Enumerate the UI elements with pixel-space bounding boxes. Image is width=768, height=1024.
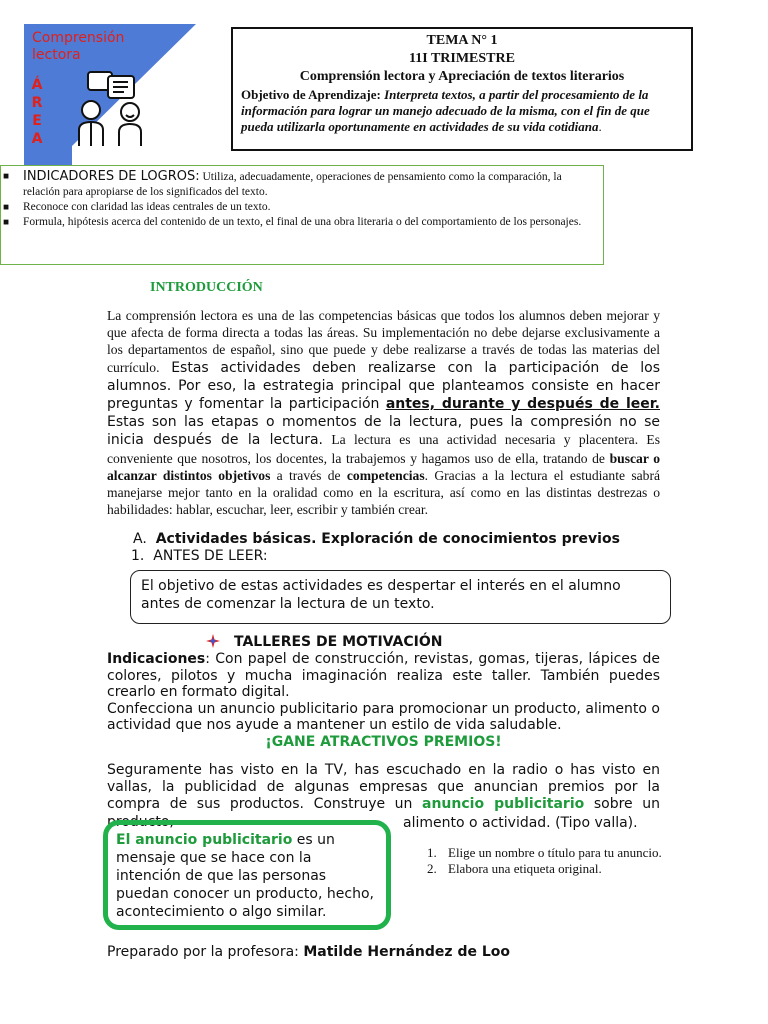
definition-term: El anuncio publicitario [116, 832, 293, 848]
advertising-text-2: sobre un producto, [107, 796, 660, 830]
badge-letters [30, 76, 44, 148]
objective-box: El objetivo de estas actividades es despertar el interés en el alumno antes de comenzar la lectura de un texto. [130, 570, 671, 624]
advertising-highlight: anuncio publicitario [422, 796, 585, 813]
badge-letter: R [31, 95, 43, 111]
intro-underline: antes, durante y después de leer. [385, 396, 660, 413]
learning-objective [241, 87, 683, 135]
area-badge [24, 24, 196, 166]
indicator-text: Utiliza, adecuadamente, operaciones de pensamiento como la comparación, la relación para apropiarse de los significados del texto. [23, 171, 562, 198]
intro-p3: Estas son las etapas o momentos de la lectura, pues la compresión no se inicia después de la lectura. [107, 414, 660, 449]
advertising-text-1: Seguramente has visto en la TV, has escuchado en la radio o has visto en vallas, la publicidad de algunas empresas que anuncian premios por la compra de sus productos. Construye un [107, 762, 660, 813]
confecciona-text: Confecciona un anuncio publicitario para promocionar un producto, alimento o actividad que nos ayude a mantener un estilo de vida saludable. [107, 700, 660, 734]
objective-end: . [598, 119, 602, 134]
indicator-text: Formula, hipótesis acerca del contenido de un texto, el final de una obra literaria o del comportamiento de los personajes. [23, 216, 582, 228]
badge-letter: Á [31, 77, 43, 93]
intro-p4: La lectura es una actividad necesaria y placentera. Es conveniente que nosotros, los docentes, la trabajemos y hagamos uso de ella, tratando de [107, 432, 660, 466]
step-item [427, 861, 662, 877]
topic-header [231, 27, 693, 151]
prizes-heading: ¡GANE ATRACTIVOS PREMIOS! [265, 734, 502, 750]
step-text: Elabora una etiqueta original. [448, 861, 602, 876]
intro-p2: Estas actividades deben realizarse con la participación de los alumnos. Por eso, la estrategia principal que planteamos consiste en hacer preguntas y fomentar la participación [107, 359, 660, 413]
indicator-item [5, 169, 597, 200]
step-number: 2. [427, 861, 437, 876]
section-1-number: 1. [131, 548, 145, 564]
section-a-heading [133, 531, 620, 547]
indicator-item [5, 215, 597, 230]
indicators-box [0, 165, 604, 265]
section-a-letter: A. [133, 531, 147, 547]
step-text: Elige un nombre o título para tu anuncio. [448, 845, 662, 860]
indicator-text: Reconoce con claridad las ideas centrales de un texto. [23, 201, 271, 213]
badge-title: Comprensión lectora [32, 30, 125, 63]
intro-p5-bold: competencias [346, 467, 425, 483]
definition-text: es un mensaje que se hace con la intención de que las personas puedan conocer un producto, hecho, acontecimiento o algo similar. [116, 832, 374, 920]
teacher-name: Matilde Hernández de Loo [303, 944, 510, 960]
intro-p5: a través de [270, 467, 347, 483]
badge-letter: A [31, 131, 43, 147]
instructions-label: Indicaciones [107, 651, 206, 667]
topic-number: TEMA N° 1 [426, 33, 498, 48]
definition-box [103, 820, 391, 930]
prepared-by [107, 944, 510, 960]
intro-p6: . Gracias a la lectura el estudiante sabrá manejarse mejor tanto en la oralidad como en la escritura, así como en las distintas destrezas o habilidades: hablar, escuchar, leer, escribir y también crear. [107, 467, 660, 518]
steps-list [427, 845, 662, 877]
section-1-title: ANTES DE LEER: [153, 548, 268, 564]
intro-p4-bold: buscar o alcanzar distintos objetivos [107, 450, 660, 483]
section-1-heading [131, 548, 268, 564]
people-talking-icon [79, 72, 141, 146]
objective-label: Objetivo de Aprendizaje: [241, 87, 381, 102]
step-item [427, 845, 662, 861]
objective-text: Interpreta textos, a partir del procesamiento de la información para lograr un manejo adecuado de la misma, con el fin de que pueda utilizarla oportunamente en actividades de su vida cotidiana [241, 87, 650, 134]
topic-title: Comprensión lectora y Apreciación de textos literarios [299, 69, 625, 84]
intro-paragraph [107, 307, 660, 518]
intro-p1: La comprensión lectora es una de las competencias básicas que todos los alumnos deben mejorar y que afecta de forma directa a todas las áreas. Su implementación no debe dejarse exclusivamente a los departamentos de español, sino que puede y debe realizarse a través de todas las materias del currículo. [107, 308, 660, 375]
talleres-heading [206, 634, 442, 650]
indicators-lead: INDICADORES DE LOGROS: [23, 169, 200, 184]
instructions-paragraph [107, 651, 660, 734]
intro-title: INTRODUCCIÓN [150, 280, 263, 295]
indicator-item [5, 200, 597, 215]
trimester: 11I TRIMESTRE [409, 51, 515, 66]
instructions-text: : Con papel de construcción, revistas, gomas, tijeras, lápices de colores, pilotos y mucha imaginación realiza este taller. También puedes crearlo en formato digital. [107, 651, 660, 701]
bullet-icon: ■ [3, 217, 10, 228]
sparkle-icon [206, 634, 220, 648]
bullet-icon: ■ [3, 202, 10, 213]
step-number: 1. [427, 845, 437, 860]
badge-letter: E [32, 113, 42, 129]
prepared-by-label: Preparado por la profesora: [107, 944, 304, 960]
advertising-text-last: alimento o actividad. (Tipo valla). [403, 815, 638, 831]
section-a-title: Actividades básicas. Exploración de conocimientos previos [155, 531, 620, 547]
bullet-icon: ■ [3, 171, 10, 182]
talleres-title: TALLERES DE MOTIVACIÓN [234, 634, 443, 650]
